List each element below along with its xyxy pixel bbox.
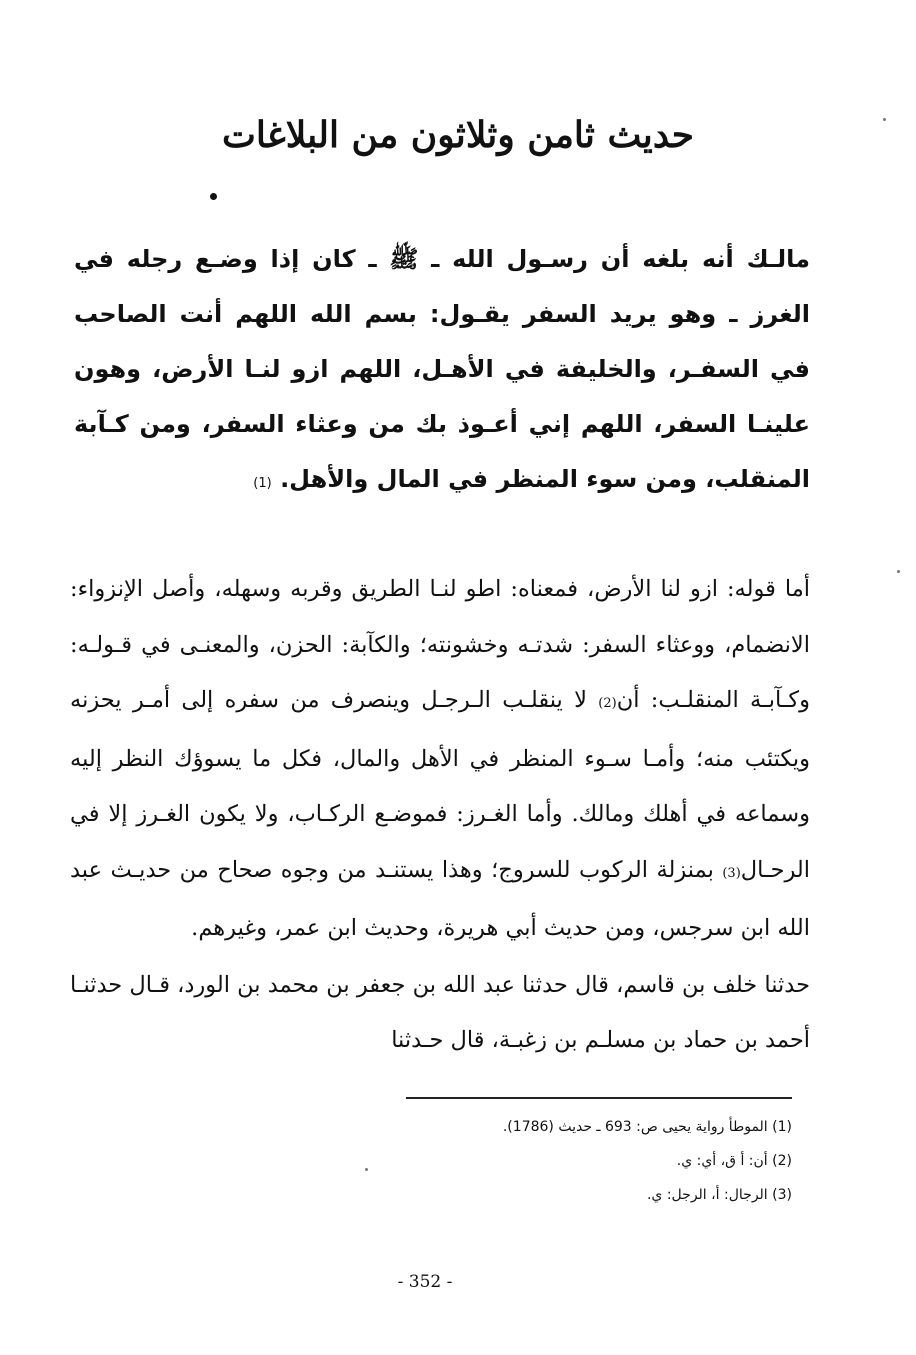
chapter-title: حديث ثامن وثلاثون من البلاغات xyxy=(222,114,694,156)
footnote-ref-3: (3) xyxy=(722,865,741,881)
footnotes-list xyxy=(300,1110,792,1212)
ink-dot xyxy=(210,193,217,200)
commentary-part-3: بمنزلة الركوب للسروج؛ وهذا يستنـد من وجوه صحاح من حديـث عبد الله ابن سرجس، ومن حديث أبي هريرة، وحديث ابن عمر، وغيرهم. xyxy=(70,856,810,941)
commentary-paragraph xyxy=(70,562,810,957)
footnote-3: (3) الرجال: أ، الرجل: ي. xyxy=(646,1187,792,1203)
footnote-ref-1: (1) xyxy=(253,476,272,491)
hadith-text xyxy=(74,232,810,511)
commentary-part-2: لا ينقلـب الـرجـل وينصرف من سفره إلى أمـر يحزنه ويكتئب منه؛ وأمـا سـوء المنظر في الأهل والمال، فكل ما يسوؤك النظر إليه وسماعه في أهلك ومالك. وأما الغـرز: فموضـع الركـاب، ولا يكون الغـرز إلا في الرحـال xyxy=(70,687,811,883)
footnote-2: (2) أن: أ ق، أي: ي. xyxy=(676,1153,792,1169)
scan-speck xyxy=(365,1168,368,1171)
footnote-ref-2: (2) xyxy=(598,696,617,711)
commentary-part-1: أما قوله: ازو لنا الأرض، فمعناه: اطو لنـا الطريق وقربه وسهله، وأصل الإنزواء: الانضمام، ووعثاء السفر: شدتـه وخشونته؛ والكآبة: الحزن، والمعنـى في قـولـه: وكـآبـة المنقلـب: أن xyxy=(70,576,811,713)
footnote-1: (1) الموطأ رواية يحيى ص: 693 ـ حديث (1786). xyxy=(502,1119,792,1135)
footnote-separator xyxy=(406,1097,792,1099)
isnad-paragraph: حدثنا خلف بن قاسم، قال حدثنا عبد الله بن جعفر بن محمد بن الورد، قـال حدثنـا أحمد بن حماد بن مسلـم بن زغبـة، قال حـدثنا xyxy=(70,972,810,1053)
page-number: - 352 - xyxy=(397,1272,453,1292)
scan-speck xyxy=(883,118,886,121)
hadith-body: مالـك أنه بلغه أن رسـول الله ـ ﷺ ـ كان إذا وضـع رجله في الغرز ـ وهو يريد السفر يقـول: بسم الله اللهم أنت الصاحب في السفـر، والخليفة في الأهـل، اللهم ازو لنـا الأرض، وهون علينـا السفر، اللهم إني أعـوذ بك من وعثاء السفر، ومن كـآبة المنقلب، ومن سوء المنظر في المال والأهل. xyxy=(74,245,810,493)
scan-speck xyxy=(897,570,900,573)
